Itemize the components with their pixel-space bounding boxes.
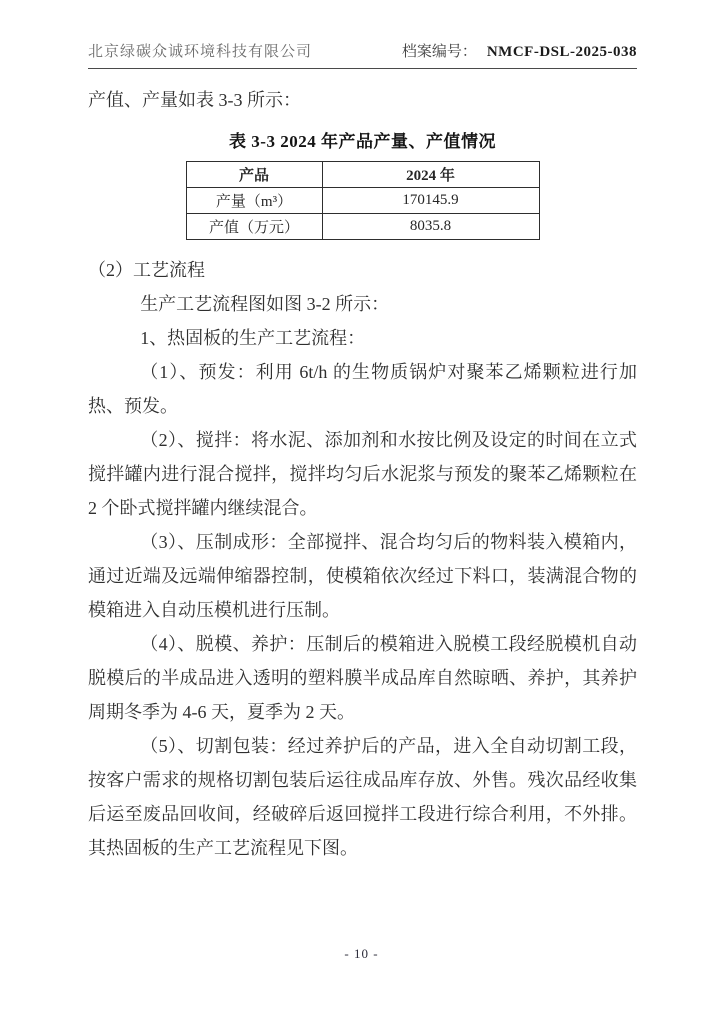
table-header-row (186, 162, 539, 188)
paragraph-step-2-mixing: （2）、搅拌：将水泥、添加剂和水按比例及设定的时间在立式搅拌罐内进行混合搅拌，搅拌均匀后水泥浆与预发的聚苯乙烯颗粒在 2 个卧式搅拌罐内继续混合。 (88, 430, 637, 518)
table-cell-output-value: 170145.9 (322, 188, 539, 214)
table-cell-value-label: 产值（万元） (186, 214, 322, 240)
archive-number (402, 40, 637, 61)
table-cell-output-label: 产量（m³） (186, 188, 322, 214)
table-header-product: 产品 (186, 162, 322, 188)
table-title: 表 3-3 2024 年产品产量、产值情况 (229, 132, 496, 151)
archive-label: 档案编号： (401, 44, 477, 60)
intro-paragraph: 产值、产量如表 3-3 所示： (88, 90, 301, 110)
paragraph-step-5-cutting: （5）、切割包装：经过养护后的产品，进入全自动切割工段，按客户需求的规格切割包装后运往成品库存放、外售。残次品经收集后运至废品回收间，经破碎后返回搅拌工段进行综合利用，不外排。其热固板的生产工艺流程见下图。 (88, 736, 637, 858)
production-table (186, 161, 540, 240)
paragraph-step-4-demolding: （4）、脱模、养护：压制后的模箱进入脱模工段经脱模机自动脱模后的半成品进入透明的塑料膜半成品库自然晾晒、养护，其养护周期冬季为 4-6 天，夏季为 2 天。 (88, 634, 637, 722)
table-row (186, 188, 539, 214)
body-paragraphs (88, 253, 637, 865)
page-number: - 10 - (344, 946, 379, 961)
page-header (88, 40, 637, 69)
company-name: 北京绿碳众诚环境科技有限公司 (88, 44, 313, 60)
table-header-year: 2024 年 (322, 162, 539, 188)
paragraph-step-3-pressing: （3）、压制成形：全部搅拌、混合均匀后的物料装入模箱内，通过近端及远端伸缩器控制，使模箱依次经过下料口，装满混合物的模箱进入自动压模机进行压制。 (88, 532, 637, 620)
table-row (186, 214, 539, 240)
paragraph-board-process-heading: 1、热固板的生产工艺流程： (140, 328, 366, 348)
paragraph-flowchart-ref: 生产工艺流程图如图 3-2 所示： (140, 294, 390, 314)
table-cell-value-value: 8035.8 (322, 214, 539, 240)
page-content (0, 40, 723, 865)
paragraph-process-heading: （2）工艺流程 (88, 260, 205, 280)
archive-code: NMCF-DSL-2025-038 (486, 44, 637, 60)
paragraph-step-1-prefoaming: （1）、预发：利用 6t/h 的生物质锅炉对聚苯乙烯颗粒进行加热、预发。 (88, 362, 637, 416)
